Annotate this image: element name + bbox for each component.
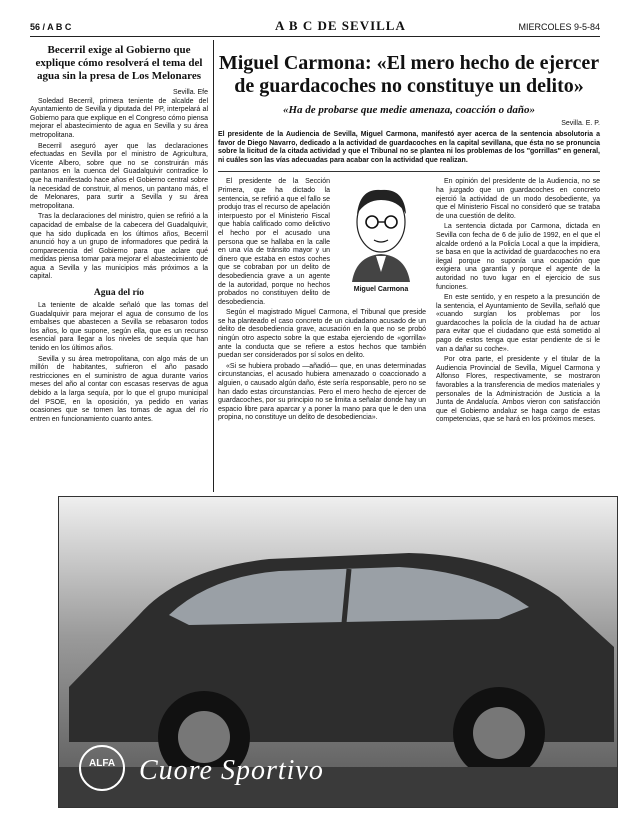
main-headline: Miguel Carmona: «El mero hecho de ejercer de guardacoches no constituye un delito» (218, 52, 600, 97)
main-article (218, 40, 600, 492)
left-byline: Sevilla. Efe (172, 89, 208, 96)
main-lead: El presidente de la Audiencia de Sevilla, Miguel Carmona, manifestó ayer acerca de la sentencia absolutoria a favor de Diego Navarro, dedicado a la actividad de guardacoches en la capital sevillana, que ésta no se pronuncia sobre la licitud de la citada actividad y que el Tribunal no se plantea ni los problemas de los "gorrillas" en general, ni cuáles son las vías adecuadas para acabar con la actividad que realizan. (218, 131, 600, 172)
column-divider (213, 40, 214, 492)
body-paragraph: En opinión del presidente de la Audiencia, no se ha juzgado que un guardacoches en concreto ejerció la actividad de un modo desobediente, ya que el Ministerio Fiscal no consideró que se trataba de una cuestión de delito. (436, 178, 600, 220)
body-paragraph: Según el magistrado Miguel Carmona, el Tribunal que preside se ha planteado el caso concreto de un ciudadano acusado de un delito de desobediencia grave, acusación en la que no se probó ningún otro aspecto sobre la que estaba ejerciendo de «gorrilla» ante la conducta que se refiere a estos hechos que también puedan ser considerados por sí solos en delito. (218, 309, 426, 360)
left-paragraph: La teniente de alcalde señaló que las tomas del Guadalquivir para mejorar el agua de consumo de los embalses que abastecen a Sevilla se rebasaron todos los años, lo que supone, según ella, que es un recurso esencial para llegar a los niveles de sequía que han tenido en los últimos años. (30, 302, 208, 353)
left-paragraph: Sevilla y su área metropolitana, con algo más de un millón de habitantes, sufrieron el año pasado restricciones en el suministro de agua durante varios meses del año al contar con escasas reservas de agua debido a la larga sequía, por lo que el grupo municipal del PSOE, en la oposición, ya pedido en varias ocasiones que se tomen las tomas de agua del río entren en funcionamiento cuanto antes. (30, 355, 208, 423)
portrait-figure (336, 178, 426, 294)
left-subhead: Agua del río (93, 288, 145, 299)
body-paragraph: El presidente de la Sección Primera, que ha dictado la sentencia, se refirió a que el fallo se produjo tras el recurso de apelación interpuesto por el Ministerio Fiscal que había calificado como delictivo el hecho por el acusado una persona que se hallaba en la calle en una vía de tránsito mayor y un dinero que estaba en estos coches que se cobraban por un delito de desobediencia grave a un agente de la autoridad, porque no hechos probados no constituyen delito de desobediencia. (218, 178, 330, 306)
left-article (30, 40, 208, 492)
body-paragraph: Por otra parte, el presidente y el titular de la Audiencia Provincial de Sevilla, Miguel Carmona y Alfonso Flores, respectivamente, se mostraron favorables a la transferencia de medios materiales y personales de la Administración de Justicia a la Junta de Andalucía. Ambos vieron con satisfacción que el Gobierno andaluz se haga cargo de estas competencias, que se hará en los próximos meses. (436, 356, 600, 424)
left-paragraph: Soledad Becerril, primera teniente de alcalde del Ayuntamiento de Sevilla y diputada del PP, interpelará al Gobierno para que explique en el Congreso cómo piensa mejorar el abastecimiento de agua en Sevilla y su área metropolitana. (30, 97, 208, 139)
main-subtitle: «Ha de probarse que medie amenaza, coacción o daño» (282, 104, 536, 116)
main-column-1 (218, 178, 426, 427)
left-paragraph: Tras la declaraciones del ministro, quien se refirió a la capacidad de embalse de la cabecera del Guadalquivir, que ha sido duplicada en los últimos años, Becerril anunció hoy a un grupo de informadores que pedirá la comparecencia del Gobierno para que aclare qué medidas piensa tomar para mejorar el abastecimiento de agua a Sevilla y las municipios más próximos a la capital. (30, 213, 208, 281)
left-paragraph: Becerril aseguró ayer que las declaraciones efectuadas en Sevilla por el ministro de Agricultura, Vicente Albero, sobre que no se construirán más pantanos en la cuenca del Guadalquivir contradice lo que ha manifestado hace años el Gobierno central sobre la necesidad de construir, al menos, un pantano más, el de Melonares, para surtir a Sevilla y su área metropolitana. (30, 142, 208, 210)
portrait-caption: Miguel Carmona (353, 285, 409, 293)
main-byline: Sevilla. E. P. (561, 120, 600, 127)
ad-slogan: Cuore Sportivo (139, 755, 324, 786)
main-column-2 (436, 178, 600, 427)
page-number: 56 / A B C (30, 22, 72, 32)
body-paragraph: «Si se hubiera probado —añadió— que, en unas determinadas circunstancias, el acusado hubiera amenazado o coaccionado a alguien, o causado algún daño, éste sería responsable, pero no se han dado estas circunstancias. Pero el mero hecho de ejercer de guardacoches, por su principio no se limita a señalar donde hay un espacio libre para aparcar y a poner la mano para que le den una propina, no constituye un delito de desobediencia». (218, 362, 426, 422)
body-paragraph: En este sentido, y en respeto a la presunción de la sentencia, el Ayuntamiento de Sevilla, señaló que «cuando surgían los problemas por los guardacoches la policía de la ciudad ha de actuar para evitar que el ciudadano que está sometido al pago de estos tenga que estar pendiente de si le van a dañar su coche». (436, 294, 600, 353)
page-header (30, 18, 600, 37)
issue-date: MIERCOLES 9-5-84 (518, 22, 600, 32)
portrait-drawing (338, 178, 424, 282)
section-title: A B C DE SEVILLA (275, 18, 406, 33)
alfa-logo: ALFA (79, 745, 125, 791)
body-paragraph: La sentencia dictada por Carmona, dictada en Sevilla con fecha de 6 de julio de 1992, en el que el alcalde ordenó a la Policía Local a que la impidiera, se basa en que la actividad de guardacoches no era ilegal porque no suponía una ocupación que exigiera una garantía y porque el agente de la autoridad no tuvo lugar en el ejercicio de sus funciones. (436, 223, 600, 291)
left-headline: Becerril exige al Gobierno que explique cómo resolverá el tema del agua sin la presa de Los Melonares (35, 44, 203, 82)
car-advertisement (58, 496, 618, 808)
